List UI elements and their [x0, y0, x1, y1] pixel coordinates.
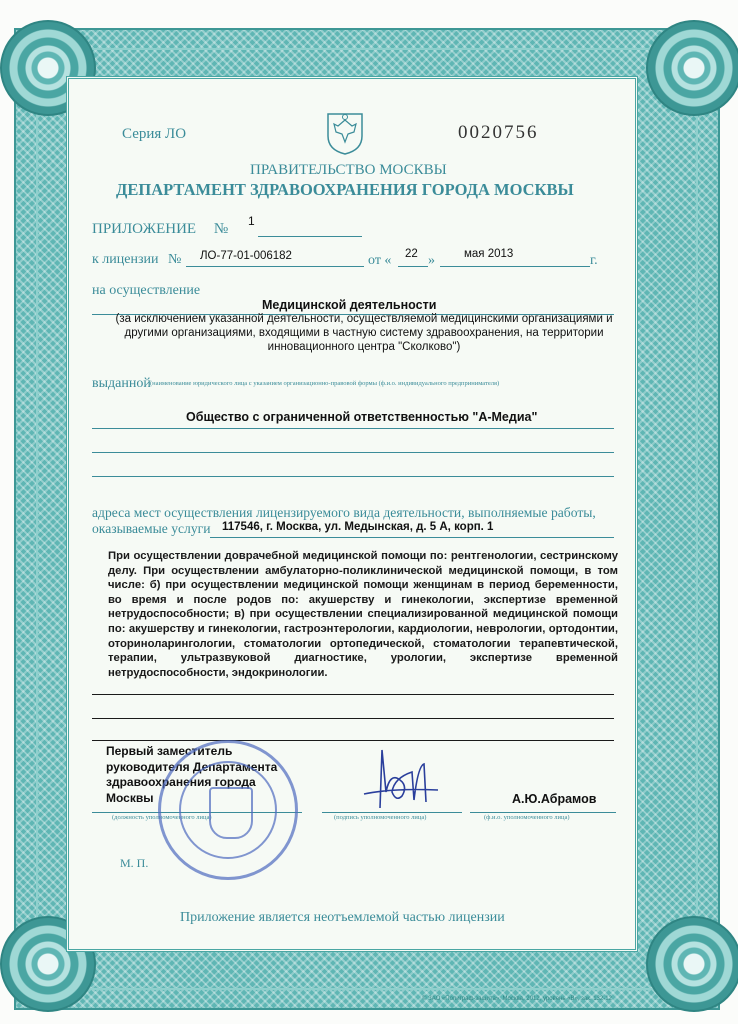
corner-rosette-icon	[646, 916, 738, 1012]
activity-title: Медицинской деятельности	[262, 298, 437, 312]
appendix-label	[92, 221, 228, 238]
signatory-name: А.Ю.Абрамов	[512, 792, 597, 806]
address-value: 117546, г. Москва, ул. Медынская, д. 5 А, корп. 1	[222, 521, 494, 533]
license-number: ЛО-77-01-006182	[200, 250, 292, 262]
name-hint: (ф.и.о. уполномоченного лица)	[484, 814, 570, 821]
issued-hint: (наименование юридического лица с указанием организационно-правовой формы (ф.и.о. индивидуального предпринимателя)	[150, 380, 500, 387]
license-number-sign: №	[168, 252, 182, 267]
services-end-line	[92, 694, 614, 695]
serial-number: 0020756	[458, 122, 539, 143]
signature-hint: (подпись уполномоченного лица)	[334, 814, 427, 821]
government-title: ПРАВИТЕЛЬСТВО МОСКВЫ	[250, 162, 447, 178]
license-year-suffix: г.	[590, 253, 598, 268]
address-line	[210, 537, 614, 538]
official-stamp	[158, 740, 298, 880]
department-title: ДЕПАРТАМЕНТ ЗДРАВООХРАНЕНИЯ ГОРОДА МОСКВЫ	[116, 180, 574, 199]
activity-label: на осуществление	[92, 283, 201, 298]
license-month-year: мая 2013	[464, 248, 514, 260]
footer-note: Приложение является неотъемлемой частью лицензии	[180, 910, 505, 925]
corner-rosette-icon	[646, 20, 738, 116]
license-close-quote: »	[428, 253, 435, 268]
address-label-line1: адреса мест осуществления лицензируемого вида деятельности, выполняемые работы,	[92, 505, 596, 520]
seal-label: М. П.	[120, 856, 149, 870]
series-label: Серия ЛО	[122, 126, 187, 142]
appendix-number: 1	[248, 214, 255, 228]
position-hint: (должность уполномоченного лица)	[112, 814, 212, 821]
address-label-line2: оказываемые услуги	[92, 521, 211, 536]
license-label-text: к лицензии	[92, 252, 159, 267]
license-month-line	[440, 266, 590, 267]
signatory-position: Первый заместитель руководителя Департамента здравоохранения города Москвы	[106, 744, 278, 805]
license-label	[92, 252, 181, 268]
organization-line-3	[92, 476, 614, 477]
coat-of-arms-icon	[324, 108, 366, 156]
issued-label: выданной	[92, 376, 151, 391]
stamp-emblem-icon	[209, 787, 253, 839]
organization-line-2	[92, 452, 614, 453]
printer-credit: © ЗАО «Полиграф-защита», Москва, 2012, уровень «В», зак. 132-12	[422, 996, 612, 1002]
activity-details: (за исключением указанной деятельности, осуществляемой медицинскими организациями и другими организациями, входящими в частную систему здравоохранения, на территории инновационного центра "Сколково")	[115, 313, 613, 353]
license-day: 22	[405, 248, 418, 260]
appendix-number-sign: №	[213, 221, 229, 237]
name-line	[470, 812, 616, 813]
services-end-line-3	[92, 740, 614, 741]
services-text: При осуществлении доврачебной медицинской помощи по: рентгенологии, сестринскому делу. При осуществлении амбулаторно-поликлинической медицинской помощи, в том числе: б) при осуществлении медицинской помощи женщинам в период беременности, во время и после родов по: акушерству и гинекологии, экспертизе временной нетрудоспособности; в) при осуществлении специализированной медицинской помощи по: акушерству и гинекологии, гастроэнтерологии, кардиологии, неврологии, ортодонтии, оториноларингологии, стоматологии ортопедической, стоматологии терапевтической, терапии, ультразвуковой диагностике, урологии, экспертизе временной нетрудоспособности, эндокринологии.	[108, 550, 618, 679]
organization-line	[92, 428, 614, 429]
handwritten-signature	[352, 742, 452, 812]
appendix-label-text: ПРИЛОЖЕНИЕ	[92, 221, 197, 237]
appendix-number-line	[258, 236, 362, 237]
signature-line	[322, 812, 462, 813]
license-date-from: от «	[368, 253, 392, 268]
license-number-line	[186, 266, 364, 267]
organization-name: Общество с ограниченной ответственностью "А-Медиа"	[186, 410, 538, 424]
license-day-line	[398, 266, 428, 267]
services-end-line-2	[92, 718, 614, 719]
